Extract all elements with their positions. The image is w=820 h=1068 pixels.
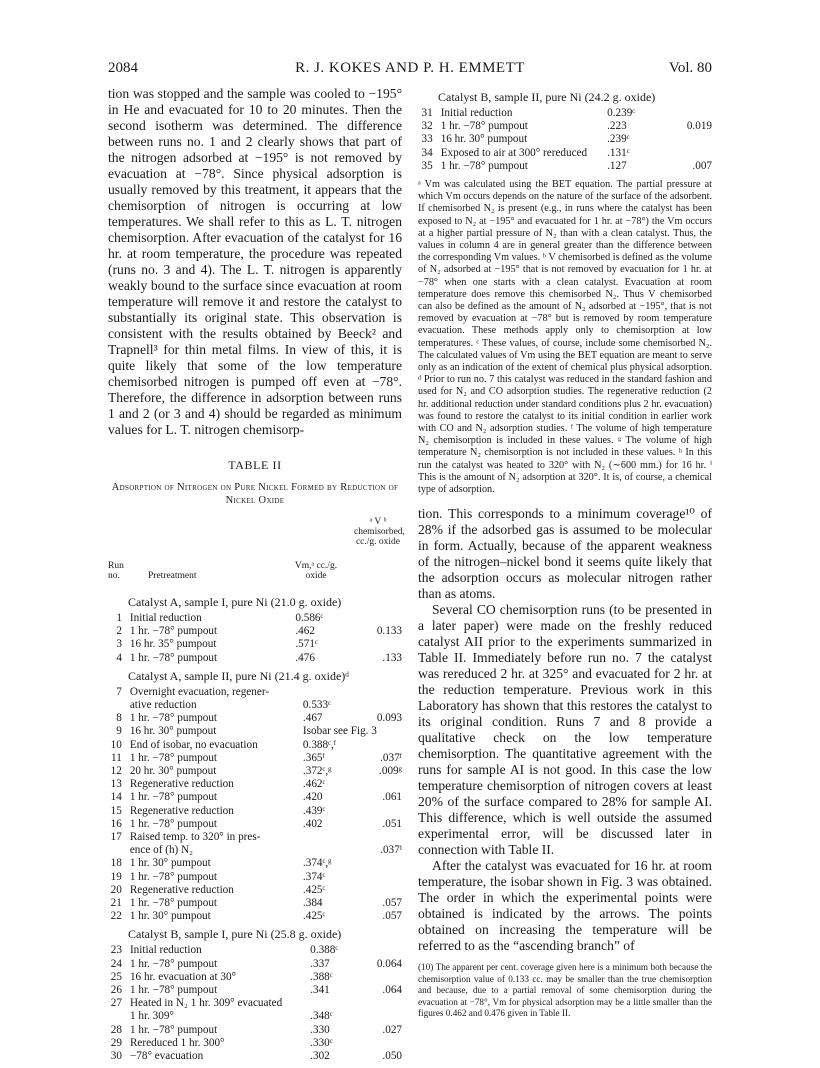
vm-cell: .425ᶜ (302, 910, 326, 923)
run-number (108, 844, 130, 857)
chemisorbed-cell: .007 (692, 159, 712, 172)
pretreatment-cell: 16 hr. evacuation at 30° (129, 970, 237, 983)
run-number: 15 (110, 804, 122, 817)
pretreatment-cell: 1 hr. −78° pumpout (129, 870, 218, 883)
vm-cell: .337 (310, 957, 330, 970)
table-row (108, 857, 402, 870)
vm-cell: .330 (310, 1023, 330, 1036)
pretreatment-cell: 1 hr. 309° (129, 1010, 174, 1023)
table-row (108, 625, 402, 638)
page-number: 2084 (108, 60, 138, 76)
chemisorbed-cell: .061 (382, 791, 402, 804)
run-number (108, 1010, 130, 1023)
chemisorbed-cell (358, 857, 402, 870)
chemisorbed-cell (360, 971, 402, 984)
col-vm-header: Vm,ᵃ cc./g. oxide (294, 561, 338, 581)
vm-cell (282, 997, 360, 1010)
vm-cell: .341 (310, 984, 330, 997)
table-row (108, 778, 402, 791)
run-number: 24 (110, 957, 122, 970)
pretreatment-cell: 1 hr. −78° pumpout (440, 159, 528, 172)
run-number: 32 (421, 120, 433, 133)
chemisorbed-cell (358, 778, 402, 791)
pretreatment-cell: End of isobar, no evacuation (129, 738, 258, 751)
table-row (108, 871, 402, 884)
table-row (108, 612, 402, 625)
run-number: 2 (116, 625, 122, 638)
chemisorbed-cell: .037ᶠ (380, 751, 402, 764)
vm-cell: .462ᶜ (302, 778, 326, 791)
table-row (108, 725, 402, 738)
col-run-header: Run no. (108, 561, 124, 581)
vm-cell: .476 (295, 651, 315, 664)
vm-cell: .348ᶜ (310, 1010, 333, 1023)
run-number: 34 (421, 146, 433, 159)
run-number: 29 (110, 1036, 122, 1049)
table-row (108, 739, 402, 752)
pretreatment-cell: 16 hr. 30° pumpout (440, 133, 528, 146)
chemisorbed-cell (358, 805, 402, 818)
pretreatment-cell: 1 hr. −78° pumpout (129, 897, 218, 910)
chemisorbed-cell: 0.133 (376, 625, 402, 638)
pretreatment-cell: 20 hr. 30° pumpout (129, 765, 217, 778)
table-notes: ᵃ Vm was calculated using the BET equation. The partial pressure at which Vm occurs depends on the nature of the surface of the adsorbent. If chemisorbed N₂ is present (e.g., in runs where the catalyst has been exposed to N₂ at −195° and evacuated for 1 hr. at −78°) the Vm occurs at a higher partial pressure of N₂ than with a clean catalyst. Thus, the values in column 4 are in general greater than the difference between the corresponding Vm values. ᵇ V chemisorbed is defined as the volume of N₂ adsorbed at −195° that is not removed by evacuation for 1 hr. at −78° when one starts with a clean catalyst. Evacuation at room temperature does remove this chemisorbed N₂. Thus V chemisorbed can also be defined as the amount of N₂ adsorbed at −195°, that is not removed by evacuation at −78° but is removed by room temperature evacuation. These methods apply only to chemisorption at low temperatures. ᶜ These values, of course, include some chemisorbed N₂. The calculated values of Vm using the BET equation are meant to serve only as an indication of the extent of chemical plus physical adsorption. ᵈ Prior to run no. 7 this catalyst was reduced in the standard fashion and used for N₂ and CO adsorption studies. The regenerative reduction (2 hr. additional reduction under standard conditions plus 2 hr. evacuation) was found to restore the catalyst to its initial condition in earlier work with CO and N₂ adsorption studies. ᶠ The volume of high temperature N₂ chemisorption is included in these values. ᵍ The volume of high temperature N₂ chemisorption is not included in these values. ʰ In this run the catalyst was heated to 320° with N₂ (∼600 mm.) for 16 hr. ⁱ This is the amount of N₂ adsorption at 320°. It is, of course, a chemical type of adsorption. (418, 179, 712, 496)
table-row (108, 1010, 402, 1023)
vm-cell (275, 844, 358, 857)
run-number: 1 (116, 612, 122, 624)
pretreatment-cell: 1 hr. 30° pumpout (129, 910, 211, 923)
chemisorbed-cell (358, 871, 402, 884)
left-intro-paragraph: tion was stopped and the sample was cooled to −195° in He and evacuated for 10 to 20 minutes. Then the second isotherm was determined. The difference between runs no. 1 and 2 clearly shows that part of the nitrogen adsorbed at −195° is not removed by evacuation at −78°. Since physical adsorption is usually removed by this treatment, it appears that the chemisorption of nitrogen is occurring at low temperatures. We shall refer to this as L. T. nitrogen chemisorption. After evacuation of the catalyst for 16 hr. at room temperature, the procedure was repeated (runs no. 3 and 4). The L. T. nitrogen is apparently weakly bound to the surface since evacuation at room temperature will remove it and restore the catalyst to substantially its original state. This observation is consistent with the results obtained by Beeck² and Trapnell³ for thin metal films. In view of this, it is quite likely that some of the low temperature chemisorbed nitrogen is pumped off even at −78°. Therefore, the difference in adsorption between runs 1 and 2 (or 3 and 4) should be regarded as minimum values for L. T. nitrogen chemisorp- (108, 86, 402, 437)
right-paragraph-2: Several CO chemisorption runs (to be presented in a later paper) were made on the freshly reduced catalyst AII prior to the experiments summarized in Table II. Immediately before run no. 7 the catalyst was rereduced 2 hr. at 325° and evacuated for 2 hr. at the reduction temperature. Previous work in this Laboratory has shown that this restores the catalyst to its original condition. Runs 7 and 8 provide a qualitative check on the low temperature chemisorption. The quantitative agreement with the runs for sample AI is not good. In this case the low temperature chemisorption of nitrogen covers at least 20% of the surface compared to 28% for sample AI. This difference, which is well outside the assumed experimental error, will be discussed later in connection with Table II. (418, 602, 712, 858)
chemisorbed-cell (666, 107, 712, 120)
pretreatment-cell: 1 hr. −78° pumpout (129, 984, 218, 997)
table-body-left (108, 595, 402, 1063)
chemisorbed-cell (354, 612, 402, 625)
pretreatment-cell: 1 hr. −78° pumpout (129, 957, 218, 970)
vm-cell: .374ᶜ,ᵍ (302, 857, 332, 870)
data-table (108, 944, 402, 1063)
chemisorbed-cell: .027 (382, 1023, 402, 1036)
table-row (108, 884, 402, 897)
chemisorbed-cell: .057 (382, 897, 402, 910)
vm-cell: .365ᶠ (302, 751, 325, 764)
vm-cell: .462 (295, 625, 315, 638)
chemisorbed-cell: 0.019 (686, 120, 712, 133)
chemisorbed-cell (354, 638, 402, 651)
vm-cell: .384 (302, 897, 323, 910)
run-number: 16 (110, 817, 122, 830)
pretreatment-cell: Initial reduction (440, 107, 513, 119)
vm-cell: .127 (607, 159, 627, 172)
chemisorbed-cell (360, 944, 402, 957)
pretreatment-cell: 1 hr. −78° pumpout (440, 120, 528, 133)
right-paragraph-3: After the catalyst was evacuated for 16 hr. at room temperature, the isobar shown in Fig. 3 was obtained. The order in which the experimental points were obtained is indicated by the arrows. The points obtained on increasing the temperature will be referred to as the “ascending branch” of (418, 858, 712, 954)
chemisorbed-cell (360, 997, 402, 1010)
data-table (418, 107, 712, 173)
table-row (418, 107, 712, 120)
table-row (108, 910, 402, 923)
table-row (108, 1024, 402, 1037)
pretreatment-cell: ative reduction (129, 699, 197, 712)
vm-cell: .330ᶜ (310, 1036, 333, 1049)
table-row (108, 897, 402, 910)
run-number: 9 (116, 725, 122, 738)
table-row (418, 160, 712, 173)
vm-cell: .302 (310, 1050, 330, 1063)
run-number: 22 (110, 910, 122, 923)
run-number: 31 (421, 107, 433, 119)
table-title: TABLE II (228, 458, 282, 472)
footnote-10: (10) The apparent per cent. coverage given here is a minimum both because the chemisorption value of 0.133 cc. may be smaller than the true chemisorption and because, due to a partial removal of some chemisorption during the evacuation at −78°, Vm for physical adsorption may be a little smaller than the figures 0.462 and 0.476 given in Table II. (418, 962, 712, 1018)
run-number: 33 (421, 133, 433, 146)
volume-label: Vol. 80 (668, 60, 712, 76)
table-row (418, 133, 712, 146)
catalyst-group-label: Catalyst A, sample II, pure Ni (21.4 g. oxide)ᵈ (128, 668, 350, 683)
run-number: 30 (110, 1050, 122, 1063)
pretreatment-cell: 1 hr. −78° pumpout (129, 1023, 218, 1036)
catalyst-group-label: Catalyst B, sample II, pure Ni (24.2 g. oxide) (438, 90, 656, 104)
table-row (108, 765, 402, 778)
vm-cell: 0.533ᶜ (302, 699, 331, 712)
vm-cell: .439ᶜ (302, 804, 326, 817)
vm-cell: .374ᶜ (302, 870, 326, 883)
run-number: 12 (110, 765, 122, 778)
right-column (418, 86, 712, 1019)
catalyst-group-label: Catalyst B, sample I, pure Ni (25.8 g. oxide) (128, 927, 342, 942)
run-number: 26 (110, 984, 122, 997)
chemisorbed-cell (666, 133, 712, 146)
chemisorbed-cell: .050 (382, 1050, 402, 1063)
pretreatment-cell: 1 hr. −78° pumpout (129, 791, 218, 804)
pretreatment-cell: 1 hr. −78° pumpout (129, 751, 218, 764)
table-row (108, 831, 402, 844)
chemisorbed-cell: 0.093 (376, 712, 402, 725)
vm-cell: .388ᶜ (310, 970, 333, 983)
table-row (108, 844, 402, 857)
table-caption: Adsorption of Nitrogen on Pure Nickel Formed by Reduction of Nickel Oxide (111, 482, 399, 506)
run-number: 3 (116, 638, 122, 651)
pretreatment-cell: Regenerative reduction (129, 778, 234, 791)
table-row (108, 638, 402, 651)
chemisorbed-cell: .133 (382, 651, 402, 664)
table-row (108, 686, 402, 699)
chemisorbed-cell: .009ᵍ (379, 765, 402, 778)
table-row (418, 120, 712, 133)
table-row (108, 944, 402, 957)
vm-cell: .131ᶜ (607, 146, 630, 159)
run-number: 23 (110, 944, 122, 957)
vm-cell: .239ᶜ (607, 133, 630, 146)
table-row (418, 147, 712, 160)
pretreatment-cell: Regenerative reduction (129, 804, 234, 817)
table-row (108, 791, 402, 804)
col-v-header: ᵃ V ᵇ chemisorbed, cc./g. oxide (354, 517, 405, 547)
vm-cell: Isobar see Fig. 3 (302, 725, 377, 738)
table-header (108, 513, 405, 591)
run-number: 17 (110, 831, 122, 844)
chemisorbed-cell: .064 (382, 984, 402, 997)
vm-cell: .223 (607, 120, 627, 133)
run-number: 35 (421, 159, 433, 172)
pretreatment-cell: Raised temp. to 320° in pres- (129, 831, 261, 844)
pretreatment-cell: ence of (h) N₂ (129, 844, 194, 857)
table-continuation (418, 90, 712, 173)
pretreatment-cell: Regenerative reduction (129, 883, 234, 896)
pretreatment-cell: Exposed to air at 300° rereduced (440, 146, 588, 159)
run-number: 20 (110, 883, 122, 896)
table-row (108, 958, 402, 971)
table-row (108, 699, 402, 712)
catalyst-group-label: Catalyst A, sample I, pure Ni (21.0 g. oxide) (128, 595, 342, 609)
pretreatment-cell: Heated in N₂ 1 hr. 309° evacuated (129, 997, 283, 1010)
vm-cell (275, 686, 358, 699)
table-row (108, 805, 402, 818)
pretreatment-cell: Initial reduction (129, 944, 202, 957)
table-row (108, 1050, 402, 1063)
left-column (108, 86, 405, 1063)
run-number: 18 (110, 857, 122, 870)
page-header (108, 60, 712, 80)
run-number: 19 (110, 870, 122, 883)
run-number: 27 (110, 997, 122, 1010)
chemisorbed-cell: .051 (382, 817, 402, 830)
table-row (108, 652, 402, 665)
vm-cell: 0.388ᶜ (310, 944, 339, 957)
pretreatment-cell: 1 hr. −78° pumpout (129, 625, 218, 638)
vm-cell: 0.388ᶜ,ᶠ (302, 738, 337, 751)
vm-cell: .571ᶜ (295, 638, 318, 651)
vm-cell: .467 (302, 712, 323, 725)
pretreatment-cell: 1 hr. 30° pumpout (129, 857, 211, 870)
chemisorbed-cell: .037ⁱ (380, 844, 402, 857)
table-row (108, 752, 402, 765)
vm-cell: .425ᶜ (302, 883, 326, 896)
run-number: 13 (110, 778, 122, 791)
run-number: 10 (110, 738, 122, 751)
run-number: 25 (110, 970, 122, 983)
data-table (108, 686, 402, 924)
chemisorbed-cell (360, 1010, 402, 1023)
chemisorbed-cell (358, 831, 402, 844)
chemisorbed-cell (358, 699, 402, 712)
chemisorbed-cell (666, 147, 712, 160)
run-number: 14 (110, 791, 122, 804)
table-row (108, 971, 402, 984)
pretreatment-cell: 1 hr. −78° pumpout (129, 817, 218, 830)
vm-cell: .402 (302, 817, 323, 830)
pretreatment-cell: 16 hr. 30° pumpout (129, 725, 217, 738)
pretreatment-cell: 1 hr. −78° pumpout (129, 651, 218, 664)
chemisorbed-cell (360, 1037, 402, 1050)
table-row (108, 984, 402, 997)
chemisorbed-cell (358, 739, 402, 752)
col-pretreatment-header: Pretreatment (148, 571, 197, 581)
pretreatment-cell: Initial reduction (129, 612, 202, 624)
pretreatment-cell: Overnight evacuation, regener- (129, 685, 270, 698)
run-number: 11 (111, 751, 122, 764)
vm-cell: .372ᶜ,ᵍ (302, 765, 332, 778)
pretreatment-cell: 1 hr. −78° pumpout (129, 712, 218, 725)
run-number: 21 (110, 897, 122, 910)
vm-cell (275, 831, 358, 844)
pretreatment-cell: −78° evacuation (129, 1050, 204, 1063)
chemisorbed-cell: 0.064 (376, 957, 402, 970)
run-number: 8 (116, 712, 122, 725)
vm-cell: .420 (302, 791, 323, 804)
pretreatment-cell: 16 hr. 35° pumpout (129, 638, 217, 651)
run-number: 28 (110, 1023, 122, 1036)
run-number (108, 699, 130, 712)
table-row (108, 818, 402, 831)
vm-cell: 0.586ᶜ (295, 612, 324, 624)
vm-cell: 0.239ᶜ (607, 107, 636, 119)
table-row (108, 997, 402, 1010)
run-number: 7 (116, 685, 122, 698)
right-paragraph-1: tion. This corresponds to a minimum coverage¹⁰ of 28% if the adsorbed gas is assumed to be molecular in form. Actually, because of the apparent weakness of the nitrogen–nickel bond it seems quite likely that the adsorption occurs as molecular nitrogen rather than as atoms. (418, 506, 712, 602)
table-row (108, 1037, 402, 1050)
chemisorbed-cell (358, 884, 402, 897)
chemisorbed-cell: .057 (382, 910, 402, 923)
run-number: 4 (116, 651, 122, 664)
chemisorbed-cell (358, 686, 402, 699)
pretreatment-cell: Rereduced 1 hr. 300° (129, 1036, 225, 1049)
running-title: R. J. KOKES AND P. H. EMMETT (295, 60, 525, 76)
table-row (108, 712, 402, 725)
data-table (108, 612, 402, 665)
